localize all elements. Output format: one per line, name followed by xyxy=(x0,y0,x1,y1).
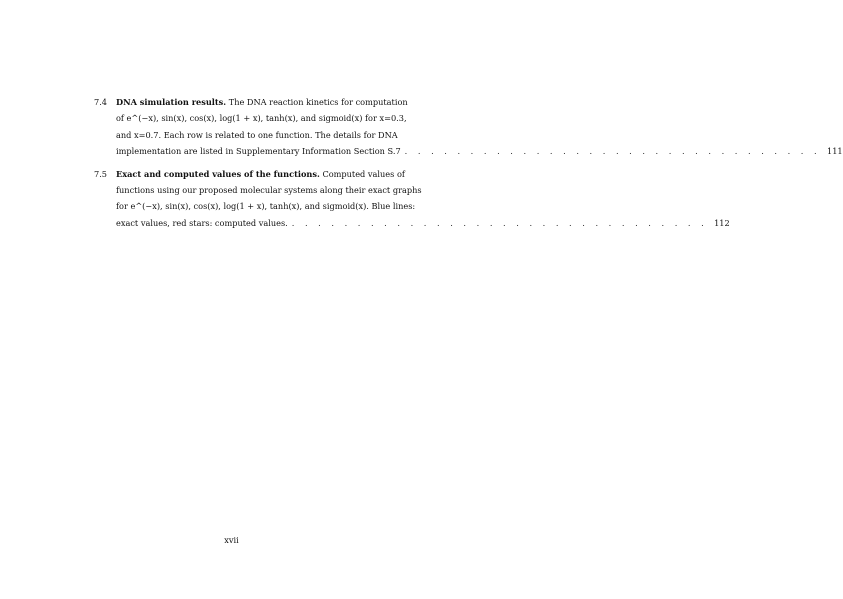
caption-text: implementation are listed in Supplementary Information Section S.7 xyxy=(116,146,401,157)
page-number-link[interactable]: 112 xyxy=(714,217,730,228)
caption-text: Computed values of xyxy=(319,168,405,179)
caption-line-2: functions using our proposed molecular systems along their exact graphs xyxy=(116,185,422,196)
page-folio: xvii xyxy=(224,535,239,545)
caption-line-3: and x=0.7. Each row is related to one function. The details for DNA xyxy=(116,129,398,140)
caption-line-2: of e^(−x), sin(x), cos(x), log(1 + x), tanh(x), and sigmoid(x) for x=0.3, xyxy=(116,113,407,124)
list-of-figures xyxy=(94,94,843,237)
caption-title: DNA simulation results. xyxy=(116,97,227,107)
caption-title: Exact and computed values of the functions. xyxy=(116,168,320,179)
figure-number: 7.5 xyxy=(94,168,108,179)
caption-text: exact values, red stars: computed values. xyxy=(116,217,288,228)
caption-line-4 xyxy=(116,215,730,231)
figure-entry-7-5[interactable] xyxy=(94,166,730,232)
caption-line-4 xyxy=(116,143,843,159)
caption-line-1 xyxy=(116,166,730,182)
caption-line-3: for e^(−x), sin(x), cos(x), log(1 + x), tanh(x), and sigmoid(x). Blue lines: xyxy=(116,201,416,212)
figure-caption xyxy=(116,94,843,160)
figure-caption xyxy=(116,166,730,232)
page-number-link[interactable]: 111 xyxy=(826,146,843,157)
figure-entry-7-4[interactable] xyxy=(94,94,843,160)
leader-dots: . . . . . . . . . . . . . . . . . . . . . . . . . . . . . . . . xyxy=(404,146,821,157)
leader-dots: . . . . . . . . . . . . . . . . . . . . . . . . . . . . . . . . xyxy=(291,217,708,228)
caption-line-1 xyxy=(116,94,843,110)
caption-text: The DNA reaction kinetics for computation xyxy=(226,97,408,107)
figure-number: 7.4 xyxy=(94,97,108,107)
